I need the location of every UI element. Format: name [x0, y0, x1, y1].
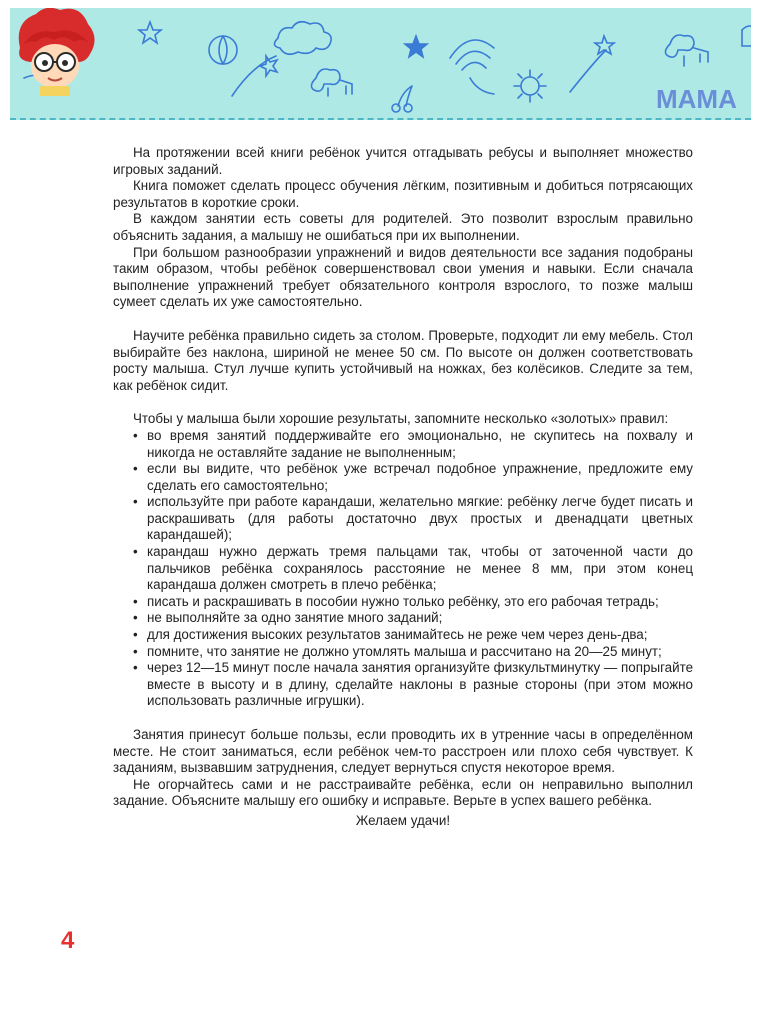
ball-doodle-icon — [209, 36, 237, 64]
outro-paragraph-1: Занятия принесут больше пользы, если проводить их в утренние часы в определённом месте. Не стоит заниматься, если ребёнок чем-то расстроен или плохо себя чувствует. К заданиям, вызвавшим затруднения, следует вернуться спустя некоторое время. — [113, 727, 693, 776]
outro-paragraph-2: Не огорчайтесь сами и не расстраивайте ребёнка, если он неправильно выполнил задание. Объясните малышу его ошибку и исправьте. Верьте в успех вашего ребёнка. — [113, 776, 693, 809]
list-item: • для достижения высоких результатов занимайтесь не реже чем через день-два; — [127, 627, 693, 644]
posture-paragraph: Научите ребёнка правильно сидеть за столом. Проверьте, подходит ли ему мебель. Стол выбирайте без наклона, шириной не менее 50 см. По высоте он должен соответствовать росту малыша. Стул лучше купить устойчивый на ножках, без колёсиков. Следите за тем, как ребёнок сидит. — [113, 327, 693, 393]
list-item: • через 12—15 минут после начала занятия организуйте физкультминутку — попрыгайте вместе в высоту и в длину, сделайте наклоны в разные стороны (при этом можно использовать различные игрушки). — [127, 660, 693, 710]
list-item: • писать и раскрашивать в пособии нужно только ребёнку, это его рабочая тетрадь; — [127, 594, 693, 611]
cherry-doodle-icon — [398, 86, 412, 106]
list-item: • используйте при работе карандаши, желательно мягкие: ребёнку легче будет писать и раскрашивать (для работы достаточно двух простых и двенадцати цветных карандашей); — [127, 494, 693, 544]
intro-paragraph-2: Книга поможет сделать процесс обучения лёгким, позитивным и добиться потрясающих результатов в короткие сроки. — [113, 178, 693, 210]
header-dashed-divider — [10, 118, 751, 120]
page-number: 4 — [61, 927, 75, 954]
closing-wish: Желаем удачи! — [355, 812, 451, 828]
cloud-doodle-icon — [274, 22, 331, 55]
dog-doodle-icon-2 — [665, 35, 708, 66]
intro-paragraph-1: На протяжении всей книги ребёнок учится отгадывать ребусы и выполняет множество игровых заданий. — [113, 145, 693, 177]
page-text — [113, 145, 693, 830]
header-banner — [10, 8, 751, 120]
rules-intro: Чтобы у малыша были хорошие результаты, запомните несколько «золотых» правил: — [133, 411, 669, 427]
dog-doodle-icon — [311, 69, 352, 96]
list-item: • если вы видите, что ребёнок уже встречал подобное упражнение, предложите ему сделать его самостоятельно; — [127, 461, 693, 494]
list-item: • помните, что занятие не должно утомлять малыша и рассчитано на 20—25 минут; — [127, 644, 693, 661]
golden-rules-list — [113, 428, 693, 710]
star-doodle-icon — [139, 22, 161, 43]
doodle-illustrations — [10, 8, 751, 120]
intro-paragraph-4: При большом разнообразии упражнений и видов деятельности все задания подобраны таким образом, чтобы ребёнок совершенствовал свои умения и навыки. Если сначала выполнение упражнений требует обязательного контроля взрослого, то позже малыш сумеет сделать их уже самостоятельно. — [113, 244, 693, 310]
list-item: • не выполняйте за одно занятие много заданий; — [127, 610, 693, 627]
list-item: • карандаш нужно держать тремя пальцами так, чтобы от заточенной части до пальчиков ребёнка сохранялось расстояние не менее 8 мм, при этом конец карандаша должен смотреть в плечо ребёнка; — [127, 544, 693, 594]
list-item: • во время занятий поддерживайте его эмоционально, не скупитесь на похвалу и никогда не оставляйте задание не выполненным; — [127, 428, 693, 461]
mama-doodle-text: МАМА — [656, 84, 737, 114]
boy-with-glasses-icon — [10, 8, 100, 96]
intro-paragraph-3: В каждом занятии есть советы для родителей. Это позволит взрослым правильно объяснить задания, а малышу не ошибаться при их выполнении. — [113, 211, 693, 243]
sun-doodle-icon — [514, 70, 546, 102]
rainbow-doodle-icon — [450, 40, 494, 70]
